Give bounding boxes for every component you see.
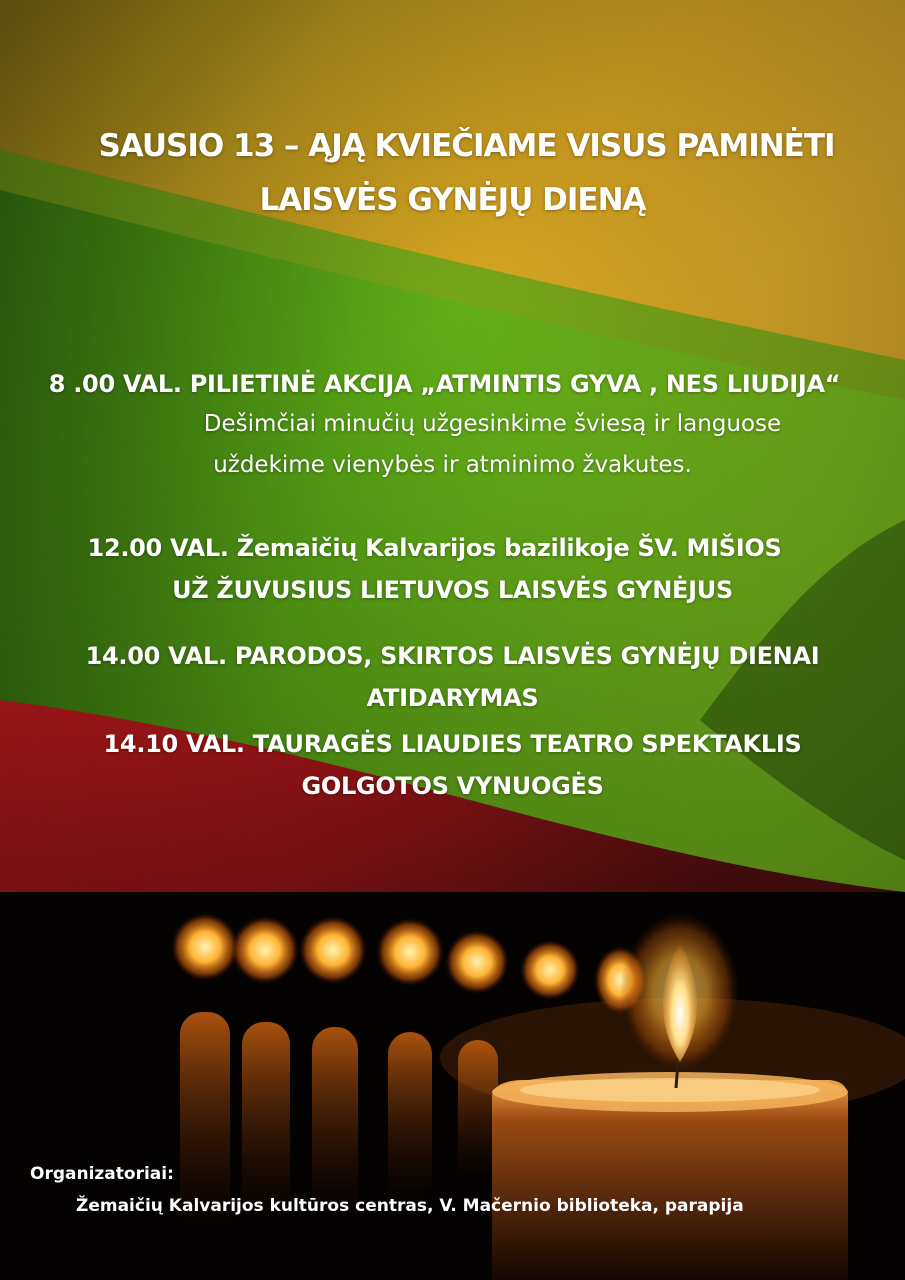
title-line-2: LAISVĖS GYNĖJŲ DIENĄ <box>259 182 646 218</box>
title-line-1: SAUSIO 13 – ĄJĄ KVIEČIAME VISUS PAMINĖTI <box>98 128 835 164</box>
event-2-line-2: UŽ ŽUVUSIUS LIETUVOS LAISVĖS GYNĖJUS <box>172 576 733 604</box>
event-4-line-2: GOLGOTOS VYNUOGĖS <box>301 772 604 800</box>
event-1-description-line-1: Dešimčiai minučių užgesinkime šviesą ir languose <box>203 411 782 437</box>
event-3-line-1: 14.00 VAL. PARODOS, SKIRTOS LAISVĖS GYNĖJŲ DIENAI <box>85 642 820 670</box>
organizers-label: Organizatoriai: <box>30 1164 174 1184</box>
event-2-line-1: 12.00 VAL. Žemaičių Kalvarijos bazilikoje ŠV. MIŠIOS <box>87 534 782 562</box>
candles-photo <box>0 892 905 1280</box>
event-1-heading: 8 .00 VAL. PILIETINĖ AKCIJA „ATMINTIS GYVA , NES LIUDIJA“ <box>48 370 841 398</box>
event-4-line-1: 14.10 VAL. TAURAGĖS LIAUDIES TEATRO SPEKTAKLIS <box>103 730 802 758</box>
event-1-description-line-2: uždekime vienybės ir atminimo žvakutes. <box>213 452 692 478</box>
organizers-names: Žemaičių Kalvarijos kultūros centras, V. Mačernio biblioteka, parapija <box>76 1196 744 1216</box>
row-of-candles-icon <box>0 892 905 1280</box>
event-3-line-2: ATIDARYMAS <box>366 684 539 712</box>
